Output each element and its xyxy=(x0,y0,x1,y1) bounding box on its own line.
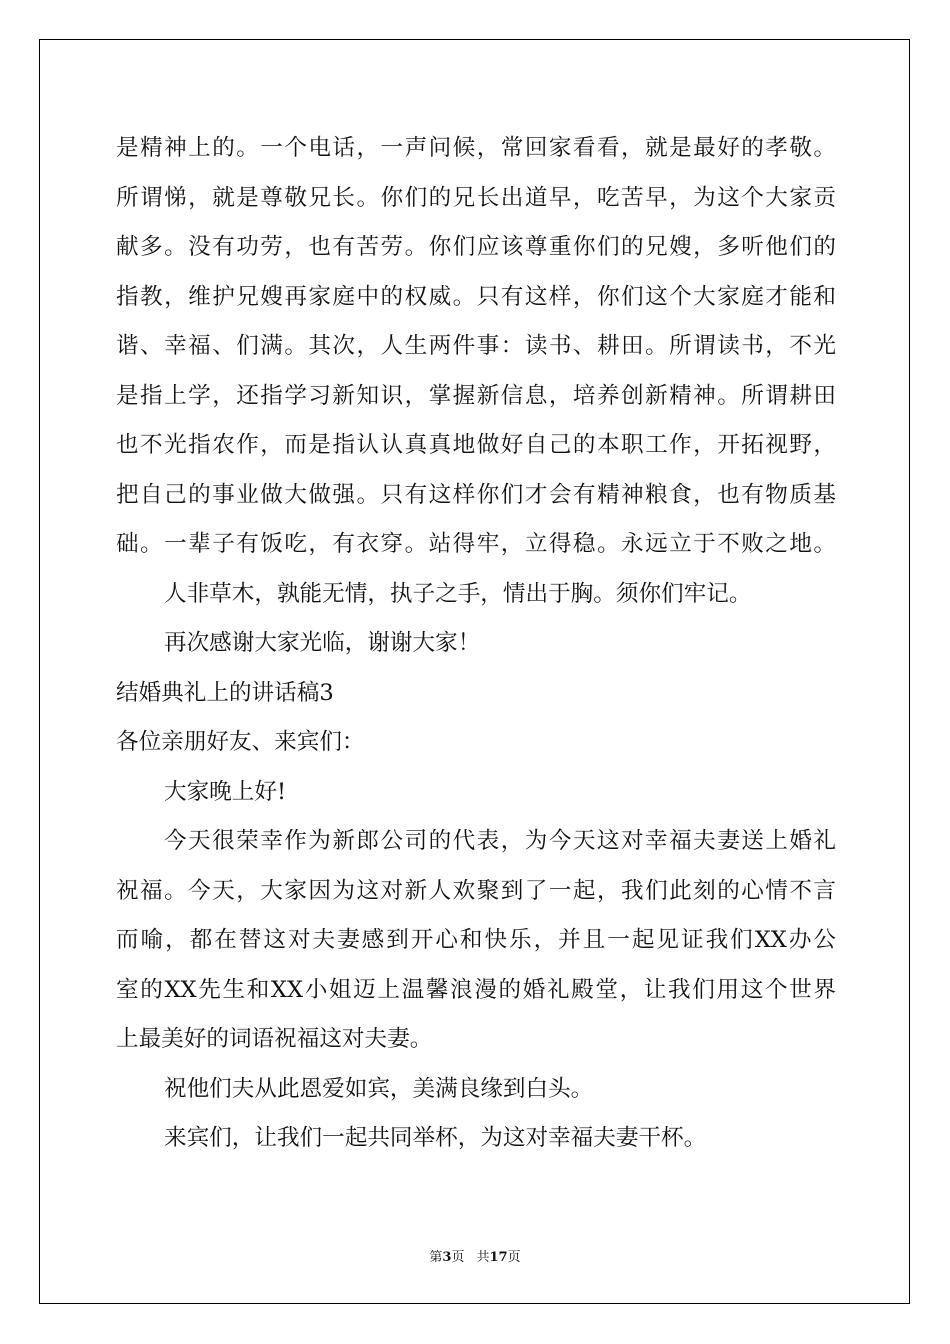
body-line-18: 室的XX先生和XX小姐迈上温馨浪漫的婚礼殿堂，让我们用这个世界 xyxy=(116,976,836,1003)
body-line-1: 是精神上的。一个电话，一声问候，常回家看看，就是最好的孝敬。 xyxy=(116,135,836,161)
paragraph-toast: 来宾们，让我们一起共同举杯，为这对幸福夫妻干杯。 xyxy=(164,1125,707,1151)
paragraph-no-feelings: 人非草木，孰能无情，执子之手，情出于胸。须你们牢记。 xyxy=(164,580,752,607)
body-line-6: 是指上学，还指学习新知识，掌握新信息，培养创新精神。所谓耕田 xyxy=(116,382,836,409)
page-prefix: 第 xyxy=(429,1250,443,1265)
salutation: 各位亲朋好友、来宾们： xyxy=(116,729,365,755)
body-line-4: 指教，维护兄嫂再家庭中的权威。只有这样，你们这个大家庭才能和 xyxy=(116,283,836,310)
document-body xyxy=(116,128,836,1168)
current-page-number: 3 xyxy=(442,1250,452,1265)
body-line-7: 也不光指农作，而是指认认真真地做好自己的本职工作，开拓视野， xyxy=(116,432,836,458)
total-pages-number: 17 xyxy=(489,1250,508,1265)
body-line-16: 祝福。今天，大家因为这对新人欢聚到了一起，我们此刻的心情不言 xyxy=(116,877,836,904)
section-title: 结婚典礼上的讲话稿3 xyxy=(116,679,334,706)
page-suffix: 页 xyxy=(451,1250,465,1265)
greeting: 大家晚上好! xyxy=(164,778,287,805)
page-footer xyxy=(0,1246,950,1265)
body-line-2: 所谓悌，就是尊敬兄长。你们的兄长出道早，吃苦早，为这个大家贡 xyxy=(116,184,836,211)
body-line-15: 今天很荣幸作为新郎公司的代表，为今天这对幸福夫妻送上婚礼 xyxy=(164,828,836,854)
body-line-19: 上最美好的词语祝福这对夫妻。 xyxy=(116,1026,433,1052)
total-prefix: 共 xyxy=(476,1250,490,1265)
body-line-3: 献多。没有功劳，也有苦劳。你们应该尊重你们的兄嫂，多听他们的 xyxy=(116,234,836,260)
body-line-9: 础。一辈子有饭吃，有衣穿。站得牢，立得稳。永远立于不败之地。 xyxy=(116,531,836,557)
body-line-17: 而喻，都在替这对夫妻感到开心和快乐，并且一起见证我们XX办公 xyxy=(116,927,836,953)
paragraph-blessing: 祝他们夫从此恩爱如宾，美满良缘到白头。 xyxy=(164,1075,594,1102)
total-suffix: 页 xyxy=(507,1250,521,1265)
paragraph-thanks: 再次感谢大家光临，谢谢大家！ xyxy=(164,630,481,656)
body-line-8: 把自己的事业做大做强。只有这样你们才会有精神粮食，也有物质基 xyxy=(116,481,836,508)
body-line-5: 谐、幸福、们满。其次，人生两件事：读书、耕田。所谓读书，不光 xyxy=(116,333,836,359)
